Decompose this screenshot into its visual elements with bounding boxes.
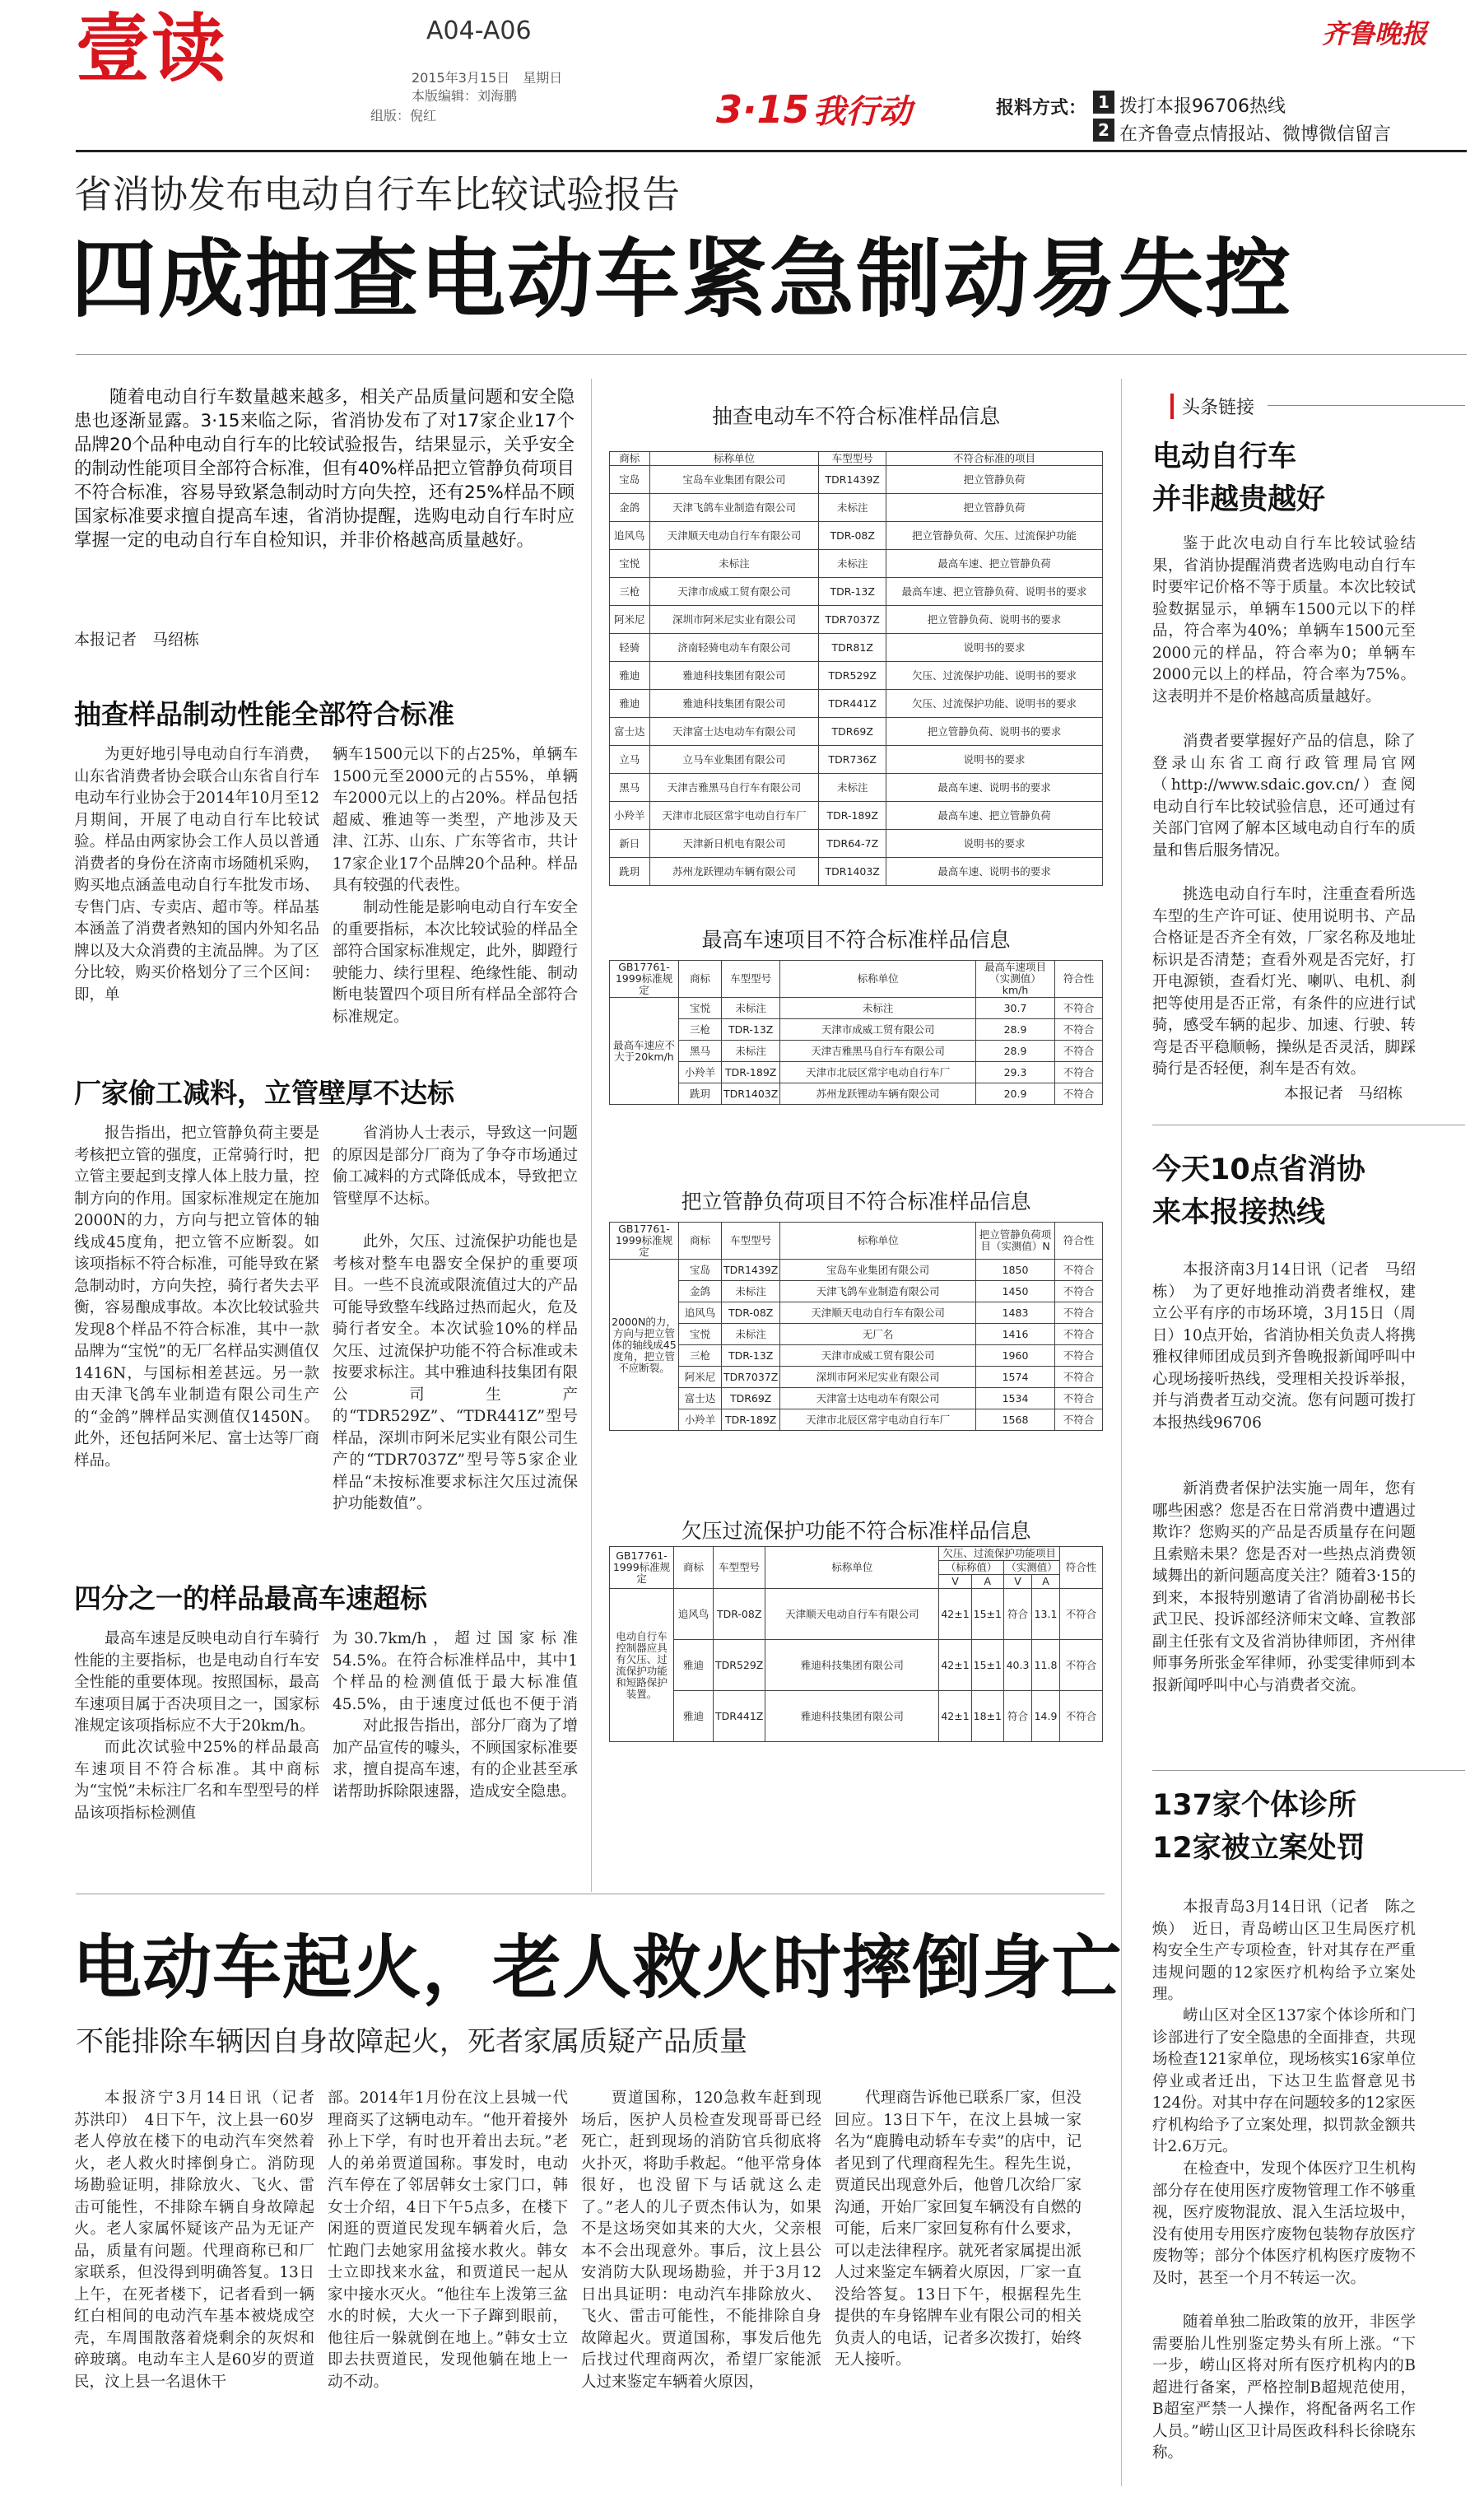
sidebar-tag: 头条链接: [1170, 394, 1254, 419]
table1-cell: TDR1439Z: [819, 466, 886, 494]
table3-cell: 1960: [976, 1345, 1055, 1367]
table1-body: [610, 466, 1103, 886]
table1-cell: 雅迪科技集团有限公司: [649, 662, 819, 690]
sub3-para-2: 而此次试验中25%的样品最高车速项目不符合标准。其中商标为“宝悦”未标注厂名和车型型号的样品该项指标检测值: [74, 1739, 319, 1822]
header-rule: [76, 150, 1467, 152]
table4-row: [610, 1589, 1103, 1640]
table4-cell: 追风鸟: [674, 1589, 714, 1640]
sub3-para-4: 对此报告指出，部分厂商为了增加产品宣传的噱头，不顾国家标准要求，擅自提高车速，有的企业甚至承诺帮助拆除限速器，造成安全隐患。: [333, 1717, 578, 1801]
table2-cell: 天津市北辰区常宇电动自行车厂: [780, 1062, 976, 1083]
table3-cell: 1450: [976, 1281, 1055, 1302]
table1-row: [610, 858, 1103, 886]
table2-title: 最高车速项目不符合标准样品信息: [701, 928, 1011, 952]
table1-cell: 苏州龙跃锂动车辆有限公司: [649, 858, 819, 886]
table3-cell: 宝岛车业集团有限公司: [780, 1260, 976, 1281]
table1-cell: TDR-08Z: [819, 522, 886, 550]
sidebar-story2-para-2: 新消费者保护法实施一周年，您有哪些困惑？您是否在日常消费中遭遇过欺诈？您购买的产品是否质量存在问题且索赔未果？您是否对一些热点消费领域舞出的新问题高度关注？随着3·15的到来，本报特别邀请了省消协副秘书长武卫民、投诉部经济师宋文峰、宣教部副主任张有文及省消协律师团，齐州律师事务所张金军律师，孙雯雯律师到本报新闻呼叫中心与消费者交流。: [1152, 1480, 1416, 1694]
table4-row: [610, 1691, 1103, 1742]
table4-cell: 符合: [1004, 1691, 1032, 1742]
table1-row: [610, 466, 1103, 494]
table1-cell: 跣玥: [610, 858, 650, 886]
table4-row: [610, 1640, 1103, 1691]
table1-cell: 天津新日机电有限公司: [649, 830, 819, 858]
table4-cell: 15±1: [971, 1589, 1003, 1640]
table4-cell: 42±1: [939, 1691, 971, 1742]
table1-cell: 把立管静负荷、说明书的要求: [886, 606, 1102, 634]
sub2-para-2: 省消协人士表示，导致这一问题的原因是部分厂商为了争夺市场通过偷工减料的方式降低成本，导致把立管壁厚不达标。: [333, 1125, 578, 1208]
column-rule-left: [591, 379, 592, 1892]
table1-cell: TDR7037Z: [819, 606, 886, 634]
sub1-para-3: 制动性能是影响电动自行车安全的重要指标，本次比较试验的样品全部符合国家标准规定，此外，脚蹬行驶能力、续行里程、绝缘性能、制动断电装置四个项目所有样品全部符合标准规定。: [333, 899, 578, 1026]
table2-header-result: 符合性: [1055, 961, 1103, 998]
table1-row: [610, 494, 1103, 522]
table2-cell: TDR-189Z: [722, 1062, 780, 1083]
table4-unit-a: A: [1032, 1575, 1060, 1589]
table2-row: [610, 998, 1103, 1019]
table3-row: [610, 1260, 1103, 1281]
sidebar-tag-rule: [1268, 405, 1465, 406]
table1-cell: TDR64-7Z: [819, 830, 886, 858]
table1-cell: 把立管静负荷、欠压、过流保护功能: [886, 522, 1102, 550]
table3-cell: 不符合: [1055, 1388, 1103, 1409]
table4-cell: 13.1: [1032, 1589, 1060, 1640]
table4-header-group: 欠压、过流保护功能项目: [939, 1547, 1060, 1561]
table3-cell: 三枪: [679, 1345, 722, 1367]
table2-cell: 三枪: [679, 1019, 722, 1041]
table4-unit-a: A: [971, 1575, 1003, 1589]
table1-cell: 立马: [610, 746, 650, 774]
table2-std-value: 最高车速应不大于20km/h: [610, 998, 679, 1105]
bottom-col-3: 贾道国称，120急救车赶到现场后，医护人员检查发现哥哥已经死亡，赶到现场的消防官兵彻底将火扑灭，将助手救起。“他平常身体很好，也没留下与话就这么走了。”老人的儿子贾杰伟认为，如果不是这场突如其来的大火，父亲根本不会出现意外。事后，汶上县公安消防大队现场勘验，并于3月12日出具证明：电动汽车排除放火、飞火、雷击可能性，不能排除自身故障起火。贾道国称，事发后他先后找过代理商两次，希望厂家能派人过来鉴定车辆着火原因，: [581, 2089, 821, 2391]
sidebar-story3-para-4: 随着单独二胎政策的放开，非医学需要胎儿性别鉴定势头有所上涨。“下一步，崂山区将对所有医疗机构内的B超进行备案，严格控制B超规范使用，B超室严禁一人操作，将配备两名工作人员。”崂山区卫计局医政科科长徐晓东称。: [1152, 2313, 1416, 2462]
table4-cell: 符合: [1004, 1589, 1032, 1640]
table4-cell: 40.3: [1004, 1640, 1032, 1691]
table3-cell: TDR1439Z: [722, 1260, 780, 1281]
sidebar-story3-para-1: 本报青岛3月14日讯（记者 陈之焕） 近日，青岛崂山区卫生局医疗机构安全生产专项检查，针对其存在严重违规问题的12家医疗机构给予立案处理。: [1152, 1898, 1416, 2003]
table1-cell: 天津市北辰区常宇电动自行车厂: [649, 802, 819, 830]
table3-cell: 不符合: [1055, 1260, 1103, 1281]
table2-cell: 黑马: [679, 1041, 722, 1062]
table3-cell: 不符合: [1055, 1324, 1103, 1345]
sidebar-story1-para-2: 消费者要掌握好产品的信息，除了登录山东省工商行政管理局官网（http://www.sdaic.gov.cn/）查阅电动自行车比较试验信息，还可通过有关部门官网了解本区域电动自行车的质量和售后服务情况。: [1152, 733, 1416, 860]
table4-header-brand: 商标: [674, 1547, 714, 1589]
table1-row: [610, 746, 1103, 774]
table4-cell: 不符合: [1060, 1589, 1103, 1640]
table3-cell: 无厂名: [780, 1324, 976, 1345]
sub1-para-1: 为更好地引导电动自行车消费，山东省消费者协会联合山东省自行车电动车行业协会于2014年10月至12月期间，开展了电动自行车比较试验。样品由两家协会工作人员以普通消费者的身份在济南市场随机采购，购买地点涵盖电动自行车批发市场、专售门店、专卖店、超市等。样品基本涵盖了消费者熟知的国内外知名品牌以及大众消费的主流品牌。为了区分比较，购买价格划分了三个区间：即，单: [74, 746, 319, 1004]
table1-cell: 金鸽: [610, 494, 650, 522]
table1-row: [610, 662, 1103, 690]
table3-std-header: GB17761-1999标准规定: [610, 1223, 679, 1260]
table3-header-result: 符合性: [1055, 1223, 1103, 1260]
table1-cell: 雅迪科技集团有限公司: [649, 690, 819, 718]
table1-cell: 富士达: [610, 718, 650, 746]
table1-cell: 最高车速、把立管静负荷: [886, 802, 1102, 830]
table3-cell: TDR7037Z: [722, 1367, 780, 1388]
table1-header-item: 不符合标准的项目: [886, 452, 1102, 466]
table1-cell: 宝悦: [610, 550, 650, 578]
table3-cell: 天津市北辰区常宇电动自行车厂: [780, 1409, 976, 1431]
table3-cell: 1416: [976, 1324, 1055, 1345]
section-logo: 壹读: [76, 6, 227, 92]
sidebar-story3-headline-1: 137家个体诊所: [1152, 1789, 1357, 1822]
table1-cell: 小羚羊: [610, 802, 650, 830]
sidebar-divider-2: [1152, 1770, 1465, 1771]
table1-cell: 欠压、过流保护功能、说明书的要求: [886, 690, 1102, 718]
table3-cell: TDR-13Z: [722, 1345, 780, 1367]
table4-std-header: GB17761-1999标准规定: [610, 1547, 674, 1589]
table4-cell: 14.9: [1032, 1691, 1060, 1742]
table3-cell: 小羚羊: [679, 1409, 722, 1431]
table1-cell: 深圳市阿米尼实业有限公司: [649, 606, 819, 634]
main-kicker: 省消协发布电动自行车比较试验报告: [74, 172, 680, 217]
table3-cell: 天津顺天电动自行车有限公司: [780, 1302, 976, 1324]
table3-cell: 不符合: [1055, 1302, 1103, 1324]
table1-cell: 黑马: [610, 774, 650, 802]
table1-cell: 未标注: [819, 550, 886, 578]
campaign-slogan: 我行动: [812, 93, 912, 131]
page-range: A04-A06: [426, 16, 532, 45]
table3-cell: 金鸽: [679, 1281, 722, 1302]
table3-row: [610, 1281, 1103, 1302]
table1-cell: 说明书的要求: [886, 746, 1102, 774]
table3-cell: 阿米尼: [679, 1367, 722, 1388]
table1-title: 抽查电动车不符合标准样品信息: [711, 404, 1000, 428]
table4-header-nominal: （标称值）: [939, 1561, 1004, 1575]
table2-row: [610, 1062, 1103, 1083]
table1-cell: TDR1403Z: [819, 858, 886, 886]
table1-row: [610, 634, 1103, 662]
table4-unit-v: V: [939, 1575, 971, 1589]
subhead-handlebar: 厂家偷工减料，立管壁厚不达标: [74, 1077, 454, 1109]
table1-row: [610, 830, 1103, 858]
table2-cell: 天津市成威工贸有限公司: [780, 1019, 976, 1041]
table1-cell: TDR441Z: [819, 690, 886, 718]
table1-cell: 最高车速、说明书的要求: [886, 774, 1102, 802]
table1-cell: 把立管静负荷、说明书的要求: [886, 718, 1102, 746]
table3-cell: 1850: [976, 1260, 1055, 1281]
table3-cell: 追风鸟: [679, 1302, 722, 1324]
table3-cell: TDR-189Z: [722, 1409, 780, 1431]
table3-cell: 天津飞鸽车业制造有限公司: [780, 1281, 976, 1302]
table3-header-brand: 商标: [679, 1223, 722, 1260]
table3-header-value: 把立管静负荷项目（实测值）N: [976, 1223, 1055, 1260]
masthead: 齐鲁晚报: [1322, 18, 1428, 49]
table4-cell: 42±1: [939, 1640, 971, 1691]
table1-row: [610, 550, 1103, 578]
table1-cell: 说明书的要求: [886, 634, 1102, 662]
table1-cell: 雅迪: [610, 690, 650, 718]
table3-cell: 不符合: [1055, 1409, 1103, 1431]
report-label: 报料方式：: [996, 98, 1087, 119]
table1-cell: 阿米尼: [610, 606, 650, 634]
table1-cell: 宝岛车业集团有限公司: [649, 466, 819, 494]
table1-cell: TDR69Z: [819, 718, 886, 746]
sidebar-story2-headline-1: 今天10点省消协: [1152, 1153, 1365, 1186]
table3-row: [610, 1409, 1103, 1431]
table2-header-brand: 商标: [679, 961, 722, 998]
sidebar-story3-headline-2: 12家被立案处罚: [1152, 1832, 1365, 1865]
main-byline: 本报记者 马绍栋: [74, 631, 200, 649]
table4-cell: TDR529Z: [714, 1640, 765, 1691]
table2-cell: 不符合: [1055, 1062, 1103, 1083]
table2-row: [610, 1083, 1103, 1105]
table3-cell: 天津市成威工贸有限公司: [780, 1345, 976, 1367]
sidebar-story1-headline-2: 并非越贵越好: [1152, 483, 1326, 516]
table2-cell: 宝悦: [679, 998, 722, 1019]
table3-row: [610, 1367, 1103, 1388]
table1-cell: 把立管静负荷: [886, 466, 1102, 494]
table2-top-speed: [609, 960, 1103, 1105]
issue-date: 2015年3月15日 星期日: [412, 70, 563, 86]
table1-cell: 轻骑: [610, 634, 650, 662]
main-headline: 四成抽查电动车紧急制动易失控: [71, 229, 1293, 329]
table1-row: [610, 802, 1103, 830]
table4-voltage-protection: [609, 1546, 1103, 1742]
sub1-para-2: 辆车1500元以下的占25%，单辆车1500元至2000元的占55%，单辆车2000元以上的占20%。样品包括超威、雅迪等一类型，产地涉及天津、江苏、山东、广东等省市，共计17家企业17个品牌20个品种。样品具有较强的代表性。: [333, 746, 578, 894]
table3-cell: 深圳市阿米尼实业有限公司: [780, 1367, 976, 1388]
table1-cell: 雅迪: [610, 662, 650, 690]
table3-header-unit: 标称单位: [780, 1223, 976, 1260]
subhead-speed: 四分之一的样品最高车速超标: [74, 1582, 427, 1614]
report-2-number: 2: [1093, 119, 1114, 142]
campaign-315-logo: [716, 86, 912, 133]
table2-std-header: GB17761-1999标准规定: [610, 961, 679, 998]
table3-cell: 宝岛: [679, 1260, 722, 1281]
column-rule-right: [1121, 379, 1122, 2486]
table2-cell: 30.7: [976, 998, 1055, 1019]
sidebar-story1-para-3: 挑选电动自行车时，注重查看所选车型的生产许可证、使用说明书、产品合格证是否齐全有效，厂家名称及地址标识是否清楚；查看外观是否完好，打开电源锁，查看灯光、喇叭、电机、刹把等使用是否正常，有条件的应进行试骑，感受车辆的起步、加速、行驶、转弯是否平稳顺畅，操纵是否灵活，脚踩骑行是否轻便，刹车是否有效。: [1152, 886, 1416, 1078]
table2-header-value: 最高车速项目（实测值）km/h: [976, 961, 1055, 998]
table1-cell: 未标注: [649, 550, 819, 578]
table4-header-result: 符合性: [1060, 1547, 1103, 1589]
campaign-number: 3·15: [716, 87, 810, 132]
table1-header-model: 车型型号: [819, 452, 886, 466]
table4-cell: 天津顺天电动自行车有限公司: [765, 1589, 939, 1640]
bottom-deck: 不能排除车辆因自身故障起火，死者家属质疑产品质量: [76, 2025, 747, 2058]
table2-cell: 28.9: [976, 1041, 1055, 1062]
editor-credit: 本版编辑：刘海鹏: [412, 88, 518, 104]
table1-cell: TDR-13Z: [819, 578, 886, 606]
table1-cell: 天津富士达电动车有限公司: [649, 718, 819, 746]
designer-credit: 组版：倪红: [370, 108, 437, 123]
table3-cell: TDR69Z: [722, 1388, 780, 1409]
table1-cell: 济南轻骑电动车有限公司: [649, 634, 819, 662]
table1-cell: TDR-189Z: [819, 802, 886, 830]
table2-header-model: 车型型号: [722, 961, 780, 998]
table4-cell: 不符合: [1060, 1640, 1103, 1691]
table2-cell: 不符合: [1055, 1083, 1103, 1105]
table3-row: [610, 1388, 1103, 1409]
table2-cell: 未标注: [722, 1041, 780, 1062]
main-lead: 随着电动自行车数量越来越多，相关产品质量问题和安全隐患也逐渐显露。3·15来临之际，省消协发布了对17家企业17个品牌20个品种电动自行车的比较试验报告，结果显示，关乎安全的制动性能项目全部符合标准，但有40%样品把立管静负荷项目不符合标准，容易导致紧急制动时方向失控，还有25%样品不顾国家标准要求擅自提高车速，省消协提醒，选购电动自行车时应掌握一定的电动自行车自检知识，并非价格越高质量越好。: [74, 387, 575, 551]
table1-cell: 最高车速、把立管静负荷、说明书的要求: [886, 578, 1102, 606]
table1-cell: 说明书的要求: [886, 830, 1102, 858]
sidebar-story1-byline: 本报记者 马绍栋: [1284, 1085, 1403, 1102]
table2-body: [610, 998, 1103, 1105]
subhead-braking: 抽查样品制动性能全部符合标准: [74, 698, 454, 730]
table3-row: [610, 1302, 1103, 1324]
sub3-para-3: 为30.7km/h，超过国家标准54.5%。在符合标准样品中，其中1个样品的检测值低于最大标准值45.5%，由于速度过低也不便于消: [333, 1630, 578, 1713]
table4-cell: 15±1: [971, 1640, 1003, 1691]
sidebar-story3-para-2: 崂山区对全区137家个体诊所和门诊部进行了安全隐患的全面排查，共现场检查121家单位，现场核实16家单位停业或者迁出，下达卫生监督意见书124份。对其中存在问题较多的12家医疗机构给予了立案处理，拟罚款金额共计2.6万元。: [1152, 2007, 1416, 2155]
table1-cell: 未标注: [819, 494, 886, 522]
table2-cell: 20.9: [976, 1083, 1055, 1105]
table2-cell: TDR1403Z: [722, 1083, 780, 1105]
table1-cell: 把立管静负荷: [886, 494, 1102, 522]
table1-cell: 未标注: [819, 774, 886, 802]
table1-row: [610, 606, 1103, 634]
report-methods: [996, 91, 1465, 145]
table1-cell: 天津吉雅黑马自行车有限公司: [649, 774, 819, 802]
table2-row: [610, 1041, 1103, 1062]
table4-header-model: 车型型号: [714, 1547, 765, 1589]
report-1-text: 拨打本报96706热线: [1119, 96, 1286, 117]
sub2-para-3: 此外，欠压、过流保护功能也是考核对整车电器安全保护的重要项目。一些不良流或限流值过大的产品可能导致整车线路过热而起火，危及骑行者安全。本次试验10%的样品欠压、过流保护功能不符合标准或未按要求标注。其中雅迪科技集团有限公司生产的“TDR529Z”、“TDR441Z”型号样品，深圳市阿米尼实业有限公司生产的“TDR7037Z”型号等5家企业样品“未按标准要求标注欠压过流保护功能数值”。: [333, 1233, 578, 1512]
table3-cell: 富士达: [679, 1388, 722, 1409]
bottom-col-1: 本报济宁3月14日讯（记者 苏洪印） 4日下午，汶上县一60岁老人停放在楼下的电动汽车突然着火，老人救火时摔倒身亡。消防现场勘验证明，排除放火、飞火、雷击可能性，不排除车辆自身故障起火。老人家属怀疑该产品为无证产品，质量有问题。代理商称已和厂家联系，但没得到明确答复。13日上午，在死者楼下，记者看到一辆红白相间的电动汽车基本被烧成空壳，车周围散落着烧剩余的灰烬和碎玻璃。电动车主人是60岁的贾道民，汶上县一名退休干: [74, 2089, 314, 2391]
table4-header-unit: 标称单位: [765, 1547, 939, 1589]
sidebar-story2-headline-2: 来本报接热线: [1152, 1196, 1326, 1229]
sub2-para-1: 报告指出，把立管静负荷主要是考核把立管的强度，正常骑行时，把立管主要起到支撑人体上肢力量，控制方向的作用。国家标准规定在施加2000N的力，方向与把立管体的轴线成45度角，把立管不应断裂。如该项指标不符合标准，可能导致在紧急制动时，方向失控，骑行者失去平衡，容易酿成事故。本次比较试验共发现8个样品不符合标准，其中一款品牌为“宝悦”的无厂名样品实测值仅1416N，与国标相差甚远。另一款由天津飞鸽车业制造有限公司生产的“金鸽”牌样品实测值仅1450N。此外，还包括阿米尼、富士达等厂商样品。: [74, 1125, 319, 1470]
table4-cell: TDR441Z: [714, 1691, 765, 1742]
table4-title: 欠压过流保护功能不符合标准样品信息: [681, 1519, 1031, 1543]
table1-cell: TDR736Z: [819, 746, 886, 774]
table1-header-unit: 标称单位: [649, 452, 819, 466]
table1-header-brand: 商标: [610, 452, 650, 466]
table1-cell: 宝岛: [610, 466, 650, 494]
table3-cell: 宝悦: [679, 1324, 722, 1345]
sidebar-story2-para-1: 本报济南3月14日讯（记者 马绍栋） 为了更好地推动消费者维权，建立公平有序的市场环境，3月15日（周日）10点开始，省消协相关负责人将携雅权律师团成员到齐鲁晚报新闻呼叫中心现场接听热线，受理相关投诉举报，并与消费者互动交流。您有问题可拨打本报热线96706: [1152, 1261, 1416, 1432]
table2-cell: 29.3: [976, 1062, 1055, 1083]
table4-cell: 雅迪: [674, 1640, 714, 1691]
table1-cell: 天津市成威工贸有限公司: [649, 578, 819, 606]
table4-unit-v: V: [1004, 1575, 1032, 1589]
table3-cell: 不符合: [1055, 1345, 1103, 1367]
table3-cell: 1534: [976, 1388, 1055, 1409]
table3-cell: TDR-08Z: [722, 1302, 780, 1324]
table3-std-value: 2000N的力，方向与把立管体的轴线成45度角，把立管不应断裂。: [610, 1260, 679, 1431]
table3-title: 把立管静负荷项目不符合标准样品信息: [681, 1190, 1031, 1214]
table3-row: [610, 1324, 1103, 1345]
table3-cell: 1574: [976, 1367, 1055, 1388]
table4-body: [610, 1589, 1103, 1742]
table4-cell: 18±1: [971, 1691, 1003, 1742]
table4-std-value: 电动自行车控制器应具有欠压、过流保护功能和短路保护装置。: [610, 1589, 674, 1742]
table4-cell: 雅迪: [674, 1691, 714, 1742]
report-1-number: 1: [1093, 91, 1114, 114]
table3-cell: 1483: [976, 1302, 1055, 1324]
bottom-col-2: 部。2014年1月份在汶上县城一代理商买了这辆电动车。“他开着接外孙上下学，有时也开着出去玩。”老人的弟弟贾道国称。事发时，电动汽车停在了邻居韩女士家门口，韩女士介绍，4日下午5点多，在楼下闲逛的贾道民发现车辆着火后，急忙跑门去她家用盆接水救火。韩女士立即找来水盆，和贾道民一起从家中接水灭火。“他往车上泼第三盆水的时候，大火一下子蹿到眼前，他往后一躲就倒在地上。”韩女士立即去扶贾道民，发现他躺在地上一动不动。: [328, 2089, 568, 2391]
table3-cell: 天津富士达电动车有限公司: [780, 1388, 976, 1409]
sidebar-story1-para-1: 鉴于此次电动自行车比较试验结果，省消协提醒消费者选购电动自行车时要牢记价格不等于质量。本次比较试验数据显示，单辆车1500元以下的样品，符合率为40%；单辆车1500元至2000元的样品，符合率为0；单辆车2000元以上的样品，符合率为75%。这表明并不是价格越高质量越好。: [1152, 535, 1416, 706]
table4-cell: 不符合: [1060, 1691, 1103, 1742]
table2-cell: 不符合: [1055, 1019, 1103, 1041]
table4-header-measured: （实测值）: [1004, 1561, 1060, 1575]
table1-cell: 三枪: [610, 578, 650, 606]
table1-row: [610, 522, 1103, 550]
table1-cell: 天津飞鸽车业制造有限公司: [649, 494, 819, 522]
table1-row: [610, 774, 1103, 802]
table3-cell: 未标注: [722, 1324, 780, 1345]
table3-cell: 不符合: [1055, 1281, 1103, 1302]
table1-cell: 立马车业集团有限公司: [649, 746, 819, 774]
table1-cell: 新日: [610, 830, 650, 858]
table1-row: [610, 690, 1103, 718]
table1-row: [610, 578, 1103, 606]
table2-cell: 未标注: [722, 998, 780, 1019]
table3-body: [610, 1260, 1103, 1431]
table2-cell: 不符合: [1055, 998, 1103, 1019]
table4-cell: 11.8: [1032, 1640, 1060, 1691]
table2-row: [610, 1019, 1103, 1041]
sub3-para-1: 最高车速是反映电动自行车骑行性能的主要指标，也是电动自行车安全性能的重要体现。按照国标，最高车速项目属于否决项目之一，国家标准规定该项指标应不大于20km/h。: [74, 1630, 319, 1735]
table2-cell: 跣玥: [679, 1083, 722, 1105]
table4-cell: 雅迪科技集团有限公司: [765, 1691, 939, 1742]
table1-cell: 欠压、过流保护功能、说明书的要求: [886, 662, 1102, 690]
table4-cell: 42±1: [939, 1589, 971, 1640]
sidebar-story3-para-3: 在检查中，发现个体医疗卫生机构部分存在使用医疗废物管理工作不够重视，医疗废物混放、混入生活垃圾中，没有使用专用医疗废物包装物存放医疗废物等；部分个体医疗机构医疗废物不及时，甚至一个月不转运一次。: [1152, 2160, 1416, 2287]
headline-rule: [76, 354, 1467, 355]
table3-handlebar-load: [609, 1222, 1103, 1431]
table3-cell: 不符合: [1055, 1367, 1103, 1388]
table1-cell: TDR81Z: [819, 634, 886, 662]
table3-row: [610, 1345, 1103, 1367]
table1-row: [610, 718, 1103, 746]
table4-cell: 雅迪科技集团有限公司: [765, 1640, 939, 1691]
table2-cell: 不符合: [1055, 1041, 1103, 1062]
table2-cell: 小羚羊: [679, 1062, 722, 1083]
table2-cell: 28.9: [976, 1019, 1055, 1041]
table1-noncompliant: [609, 451, 1103, 886]
table2-cell: TDR-13Z: [722, 1019, 780, 1041]
bottom-col-4: 代理商告诉他已联系厂家，但没回应。13日下午，在汶上县城一家名为“鹿腾电动轿车专卖”的店中，记者见到了代理商程先生。程先生说，贾道民出现意外后，他曾几次给厂家沟通，开始厂家回复车辆没有自燃的可能，后来厂家回复称有什么要求，可以走法律程序。就死者家属提出派人过来鉴定车辆着火原因，厂家一直没给答复。13日下午，根据程先生提供的车身铭牌车业有限公司的相关负责人的电话，记者多次拨打，始终无人接听。: [835, 2089, 1082, 2369]
table1-cell: 最高车速、把立管静负荷: [886, 550, 1102, 578]
table2-header-unit: 标称单位: [780, 961, 976, 998]
table4-cell: TDR-08Z: [714, 1589, 765, 1640]
table1-cell: 天津顺天电动自行车有限公司: [649, 522, 819, 550]
table2-cell: 苏州龙跃锂动车辆有限公司: [780, 1083, 976, 1105]
report-2-text: 在齐鲁壹点情报站、微博微信留言: [1119, 124, 1392, 145]
table3-cell: 未标注: [722, 1281, 780, 1302]
table3-cell: 1568: [976, 1409, 1055, 1431]
table2-cell: 未标注: [780, 998, 976, 1019]
table3-header-model: 车型型号: [722, 1223, 780, 1260]
table1-cell: TDR529Z: [819, 662, 886, 690]
sidebar-story1-headline-1: 电动自行车: [1152, 440, 1297, 473]
table2-cell: 天津吉雅黑马自行车有限公司: [780, 1041, 976, 1062]
table1-cell: 最高车速、说明书的要求: [886, 858, 1102, 886]
table1-cell: 追风鸟: [610, 522, 650, 550]
bottom-headline: 电动车起火，老人救火时摔倒身亡: [72, 1927, 1123, 2008]
